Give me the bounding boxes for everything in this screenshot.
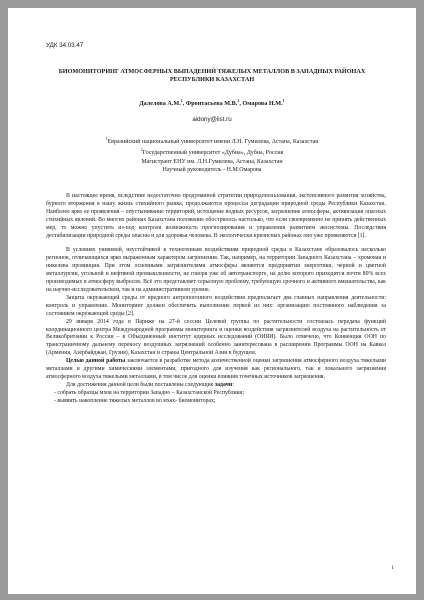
udc-code: УДК 34.03.47 — [46, 42, 84, 49]
paper-title: БИОМОНИТОРИНГ АТМОСФЕРНЫХ ВЫПАДЕНИЙ ТЯЖЕЛЫХ МЕТАЛЛОВ В ЗАПАДНЫХ РАЙОНАХ РЕСПУБЛИКИ КАЗАХСТАН — [58, 68, 366, 83]
body-paragraph: Защита окружающей среды от вредного антропогенного воздействия предполагает два главных направления деятельности: контроль и управление. Мониторинг должен обеспечить выполнение первой из них: организацию постоянного наблюдения за состоянием окружающей среды [2]. — [46, 294, 386, 317]
author-name: Фронтасьева М.В. — [185, 100, 238, 108]
affiliation-text: Магистрант ЕНУ им. Л.Н.Гумилева, Астана, Казахстан — [141, 158, 283, 165]
authors-line — [8, 97, 416, 108]
author-email: aidony@list.ru — [192, 116, 232, 123]
affiliation-mark: 1 — [105, 136, 108, 141]
affiliation-text: Евразийский национальный университет имени Л.Н. Гумилева, Астана, Казахстан — [107, 139, 319, 145]
body-paragraph: В условиях уязвимой, неустойчивой к техногенным воздействиям природной среды в Казахстане образовалось несколько регионов, отличающихся ярко выраженным характером загрязнения. Так, например, на территории Западного Казахстана – хромовая и никелева провинция. При этом основными загрязнителями атмосферы являются предприятия энергетики, черной и цветной металлургии, угольной и нефтяной промышленности, не говоря уже об автотранспорте, на долю которого приходится почти 80% всех производимых в атмосферу выбросов. Всё это представляет серьезную проблему, требующую срочного и активного вмешательства, как на научно-исследовательском, так и на административном уровне. — [46, 247, 386, 293]
author-affiliation-mark: 1 — [180, 98, 183, 103]
tasks-intro-end: : — [232, 381, 234, 388]
affiliation-text: Государственный университет «Дубна», Дубна, Россия — [142, 150, 284, 157]
affiliation-line — [48, 166, 376, 174]
author-separator: , — [182, 100, 186, 108]
task-item: - выявить накопление тяжелых металлов во мхах- биомониторах; — [54, 397, 216, 404]
tasks-label: задачи — [214, 381, 233, 388]
article-body — [46, 193, 386, 406]
tasks-intro-text: Для достижения данной цели были поставлены следующие — [66, 381, 215, 388]
affiliation-line — [48, 135, 376, 146]
body-paragraph: 29 января 2014 года в Париже на 27-й сессии Целевой группы по растительности состоялась передача функций координационного центра Международной программы мониторинга и оценки воздействия загрязнителей воздуха на растительность от Великобритании к России – в Объединенный институт ядерных исследований (ОИЯИ). Было отмечено, что Конвенция ООН по трансграничному дальнему переносу воздушных загрязнений особенно заинтересована в расширении Программы ООН на Кавказ (Армения, Азербайджан, Грузия), Казахстан и страны Центральной Азии в будущем. — [46, 318, 386, 357]
author-name: Далелова А.М. — [139, 100, 181, 108]
author-name: Омарова Н.М. — [242, 100, 283, 108]
author-separator: , — [239, 100, 243, 108]
body-paragraph: В настоящее время, вследствие недостаточно продуманной стратегии природопользования, экстенсивного развития хозяйства, бурного вторжения в нашу жизнь стихийного рынка, продолжаются процессы деградации природной среды Республики Казахстан. Наиболее ярко ее проявления – опустынивание территорий, истощение водных ресурсов, загрязнение атмосферы, активизация опасных стихийных явлений. Во многих районах Казахстана положение обострилось настолько, что если своевременно не принять действенных мер, то можно упустить из-под контроля возможность прогнозирования и управления развитием экосистемы. Последствия дестабилизации природной среды опасны и для здоровья человека. В экологически кризисных районах оно уже проявляются [1]. — [46, 193, 386, 239]
affiliations-block — [48, 135, 376, 174]
task-item: - собрать образцы мхов на территории Западно – Казахстанской Республики; — [54, 389, 245, 396]
document-page — [8, 8, 416, 594]
page-number: 1 — [391, 565, 394, 571]
goal-label: Целью данной работы — [66, 358, 126, 365]
affiliation-line — [48, 158, 376, 166]
author-affiliation-mark: 1 — [282, 98, 285, 103]
author-affiliation-mark: 2 — [237, 98, 240, 103]
goal-paragraph — [46, 358, 386, 382]
goal-text: заключается в разработке метода количественной оценки загрязнения атмосферного воздуха тяжелыми металлами и другими химическими элементами, пригодного для изучения как регионального, так и локального загрязнения атмосферного воздуха тяжелыми металлами, в том числе для оценки влияния точечных источников загрязнения. — [46, 358, 386, 380]
affiliation-text: Научный руководитель - Н.М.Омарова — [162, 166, 262, 173]
affiliation-mark: 2 — [140, 147, 143, 153]
affiliation-line — [48, 146, 376, 157]
tasks-intro — [46, 382, 386, 390]
